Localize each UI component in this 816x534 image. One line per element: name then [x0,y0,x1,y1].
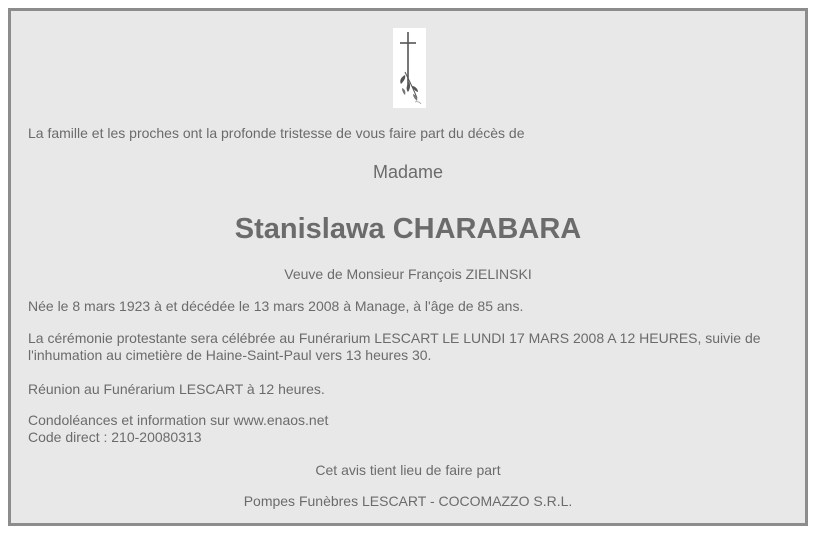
honorific: Madame [372,162,444,182]
condolences-text: Condoléances et information sur www.enaos.net [28,412,329,428]
birth-death-line: Née le 8 mars 1923 à et décédée le 13 mars 2008 à Manage, à l'âge de 85 ans. [28,298,524,314]
obituary-card [8,8,808,526]
widow-line: Veuve de Monsieur François ZIELINSKI [284,266,532,282]
reunion-text: Réunion au Funérarium LESCART à 12 heures. [28,381,325,397]
funeral-home: Pompes Funèbres LESCART - COCOMAZZO S.R.L. [243,493,573,509]
intro-text: La famille et les proches ont la profonde tristesse de vous faire part du décès de [28,125,525,141]
direct-code: Code direct : 210-20080313 [28,429,202,445]
ceremony-text: La cérémonie protestante sera célébrée au Funérarium LESCART LE LUNDI 17 MARS 2008 A 12 HEURES, suivie de l'inhumation au cimetière de Haine-Saint-Paul vers 13 heures 30. [28,330,761,363]
notice-line: Cet avis tient lieu de faire part [315,462,501,478]
cross-with-flower-icon [393,28,426,108]
deceased-name: Stanislawa CHARABARA [234,213,582,245]
